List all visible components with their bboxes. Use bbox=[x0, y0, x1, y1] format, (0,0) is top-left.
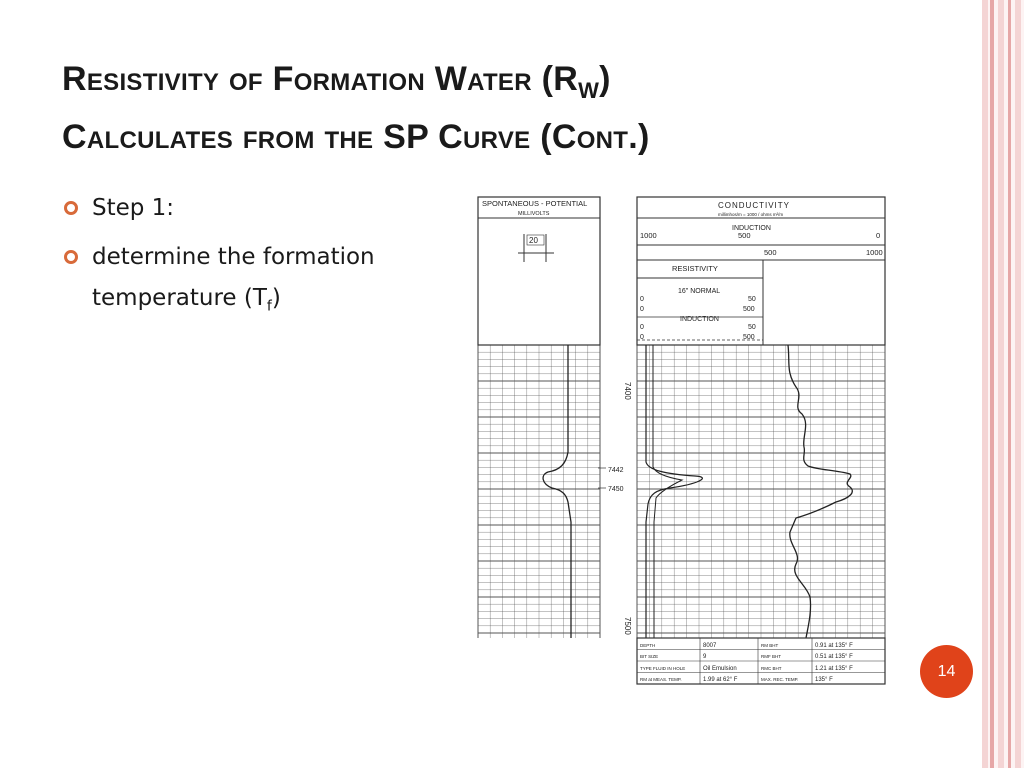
normal-curve-label: 16" NORMAL bbox=[678, 288, 721, 295]
svg-text:0.51 at 135° F: 0.51 at 135° F bbox=[815, 654, 853, 660]
svg-text:0: 0 bbox=[640, 296, 644, 303]
decor-stripe-3 bbox=[998, 0, 1004, 768]
svg-text:135° F: 135° F bbox=[815, 677, 833, 683]
title-line-1: Resistivity of Formation Water $(R_W)$ bbox=[62, 60, 611, 103]
svg-text:500: 500 bbox=[738, 231, 751, 240]
decor-stripe-1 bbox=[982, 0, 988, 768]
depth-label-7500: 7500 bbox=[623, 617, 632, 635]
svg-text:TYPE FLUID IN HOLE: TYPE FLUID IN HOLE bbox=[640, 666, 686, 671]
svg-text:1.21 at 135° F: 1.21 at 135° F bbox=[815, 666, 853, 672]
conductivity-label: CONDUCTIVITY bbox=[718, 201, 790, 210]
bullet-item-temperature: determine the formation temperature $(T_f)$ bbox=[62, 237, 442, 328]
title-subscript: W bbox=[578, 77, 600, 103]
svg-text:500: 500 bbox=[764, 248, 777, 257]
depth-label-7450: 7450 bbox=[608, 486, 624, 493]
well-log-figure bbox=[470, 192, 890, 692]
decor-stripe-5 bbox=[1015, 0, 1021, 768]
induction-curve-label: INDUCTION bbox=[680, 316, 719, 323]
svg-text:500: 500 bbox=[743, 334, 755, 341]
svg-text:1000: 1000 bbox=[866, 248, 883, 257]
conductivity-curve bbox=[788, 345, 852, 638]
svg-text:1000: 1000 bbox=[640, 231, 657, 240]
svg-text:RMC BHT: RMC BHT bbox=[761, 666, 782, 671]
svg-text:50: 50 bbox=[748, 324, 756, 331]
svg-text:50: 50 bbox=[748, 296, 756, 303]
resistivity-label: RESISTIVITY bbox=[672, 264, 718, 273]
sp-header-label: SPONTANEOUS - POTENTIAL bbox=[482, 199, 588, 208]
svg-text:DEPTH: DEPTH bbox=[640, 643, 656, 648]
sp-header-box bbox=[478, 197, 600, 345]
svg-text:500: 500 bbox=[743, 306, 755, 313]
svg-text:8007: 8007 bbox=[703, 643, 717, 649]
sp-scale-label: 20 bbox=[529, 236, 538, 245]
resistivity-track-grid bbox=[637, 345, 885, 638]
decor-stripe-4 bbox=[1008, 0, 1011, 768]
svg-text:9: 9 bbox=[703, 654, 707, 660]
svg-text:0: 0 bbox=[640, 306, 644, 313]
bullet-list bbox=[62, 188, 442, 336]
svg-text:MAX. REC. TEMP.: MAX. REC. TEMP. bbox=[761, 677, 799, 682]
svg-text:0: 0 bbox=[640, 334, 644, 341]
bullet-ring-icon bbox=[64, 250, 78, 264]
sp-curve bbox=[543, 345, 571, 638]
induction-label: INDUCTION bbox=[732, 225, 771, 232]
depth-label-7400: 7400 bbox=[623, 382, 632, 400]
svg-text:Oil Emulsion: Oil Emulsion bbox=[703, 666, 737, 672]
bullet-item-step: Step 1: bbox=[62, 188, 442, 229]
title-line-2: Calculates from the SP Curve (Cont.) bbox=[62, 117, 650, 156]
slide-title bbox=[62, 56, 942, 160]
sp-units-label: MILLIVOLTS bbox=[518, 211, 550, 217]
svg-text:BIT SIZE: BIT SIZE bbox=[640, 654, 659, 659]
decor-stripe-2 bbox=[990, 0, 994, 768]
svg-text:0.91 at 135° F: 0.91 at 135° F bbox=[815, 643, 853, 649]
depth-label-7442: 7442 bbox=[608, 467, 624, 474]
bullet-ring-icon bbox=[64, 201, 78, 215]
svg-text:0: 0 bbox=[640, 324, 644, 331]
svg-text:0: 0 bbox=[876, 231, 881, 240]
conductivity-units: millimhos/m = 1000 / ohms m²/m bbox=[718, 212, 784, 217]
svg-text:RMF BHT: RMF BHT bbox=[761, 654, 781, 659]
svg-text:1.99 at 62° F: 1.99 at 62° F bbox=[703, 677, 738, 683]
svg-text:RM BHT: RM BHT bbox=[761, 643, 779, 648]
sp-track-grid bbox=[478, 345, 600, 638]
svg-text:RM at MEAS. TEMP.: RM at MEAS. TEMP. bbox=[640, 677, 682, 682]
page-number-badge: 14 bbox=[920, 645, 973, 698]
